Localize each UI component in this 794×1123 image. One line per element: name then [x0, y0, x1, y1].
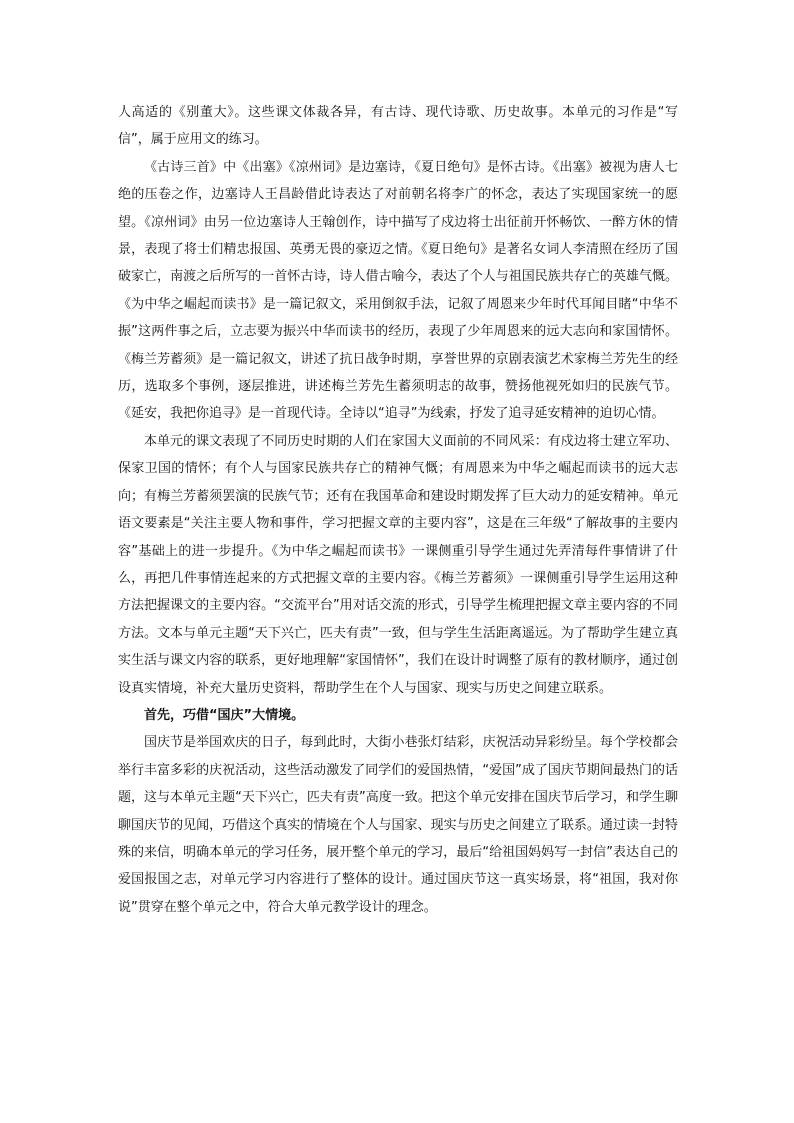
- document-body: [118, 99, 678, 921]
- paragraph-5: 国庆节是举国欢庆的日子，每到此时，大街小巷张灯结彩，庆祝活动异彩纷呈。每个学校都会举行丰富多彩的庆祝活动，这些活动激发了同学们的爱国热情，“爱国”成了国庆节期间最热门的话题，这与本单元主题“天下兴亡，匹夫有责”高度一致。把这个单元安排在国庆节后学习，和学生聊聊国庆节的见闻，巧借这个真实的情境在个人与国家、现实与历史之间建立了联系。通过读一封特殊的来信，明确本单元的学习任务，展开整个单元的学习，最后“给祖国妈妈写一封信”表达自己的爱国报国之志，对单元学习内容进行了整体的设计。通过国庆节这一真实场景，将“祖国，我对你说”贯穿在整个单元之中，符合大单元教学设计的理念。: [118, 735, 678, 915]
- section-heading: 首先，巧借“国庆”大情境。: [144, 707, 305, 723]
- paragraph-2: 《古诗三首》中《出塞》《凉州词》是边塞诗，《夏日绝句》是怀古诗。《出塞》被视为唐人七绝的压卷之作，边塞诗人王昌龄借此诗表达了对前朝名将李广的怀念，表达了实现国家统一的愿望。《凉州词》由另一位边塞诗人王翰创作，诗中描写了戍边将士出征前开怀畅饮、一醉方休的情景，表现了将士们精忠报国、英勇无畏的豪迈之情。《夏日绝句》是著名女词人李清照在经历了国破家亡，南渡之后所写的一首怀古诗，诗人借古喻今，表达了个人与祖国民族共存亡的英雄气慨。《为中华之崛起而读书》是一篇记叙文，采用倒叙手法，记叙了周恩来少年时代耳闻目睹“中华不振”这两件事之后，立志要为振兴中华而读书的经历，表现了少年周恩来的远大志向和家国情怀。《梅兰芳蓄须》是一篇记叙文，讲述了抗日战争时期，享誉世界的京剧表演艺术家梅兰芳先生的经历，选取多个事例，逐层推进，讲述梅兰芳先生蓄须明志的故事，赞扬他视死如归的民族气节。《延安，我把你追寻》是一首现代诗。全诗以“追寻”为线索，抒发了追寻延安精神的迫切心情。: [118, 159, 678, 422]
- paragraph-3: 本单元的课文表现了不同历史时期的人们在家国大义面前的不同风采：有戍边将士建立军功、保家卫国的情怀；有个人与国家民族共存亡的精神气慨；有周恩来为中华之崛起而读书的远大志向；有梅兰芳蓄须罢演的民族气节；还有在我国革命和建设时期发挥了巨大动力的延安精神。单元语文要素是“关注主要人物和事件，学习把握文章的主要内容”，这是在三年级“了解故事的主要内容”基础上的进一步提升。《为中华之崛起而读书》一课侧重引导学生通过先弄清每件事情讲了什么，再把几件事情连起来的方式把握文章的主要内容。《梅兰芳蓄须》一课侧重引导学生运用这种方法把握课文的主要内容。“交流平台”用对话交流的形式，引导学生梳理把握文章主要内容的不同方法。文本与单元主题“天下兴亡，匹夫有责”一致，但与学生生活距离遥远。为了帮助学生建立真实生活与课文内容的联系，更好地理解“家国情怀”，我们在设计时调整了原有的教材顺序，通过创设真实情境，补充大量历史资料，帮助学生在个人与国家、现实与历史之间建立联系。: [118, 433, 678, 696]
- paragraph-1: 人高适的《别董大》。这些课文体裁各异，有古诗、现代诗歌、历史故事。本单元的习作是“写信”，属于应用文的练习。: [118, 105, 678, 148]
